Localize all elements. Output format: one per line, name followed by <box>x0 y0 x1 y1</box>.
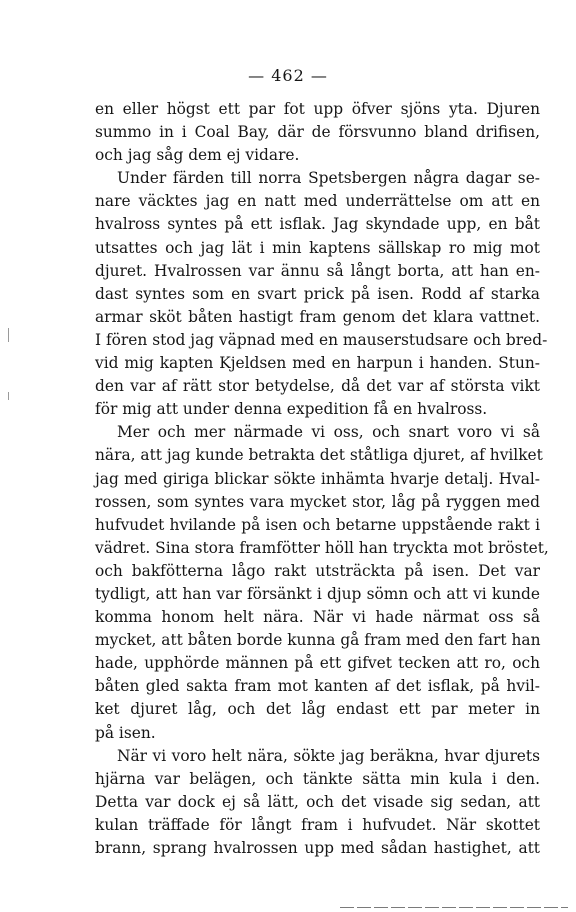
text-line: för mig att under denna expedition få en hvalross. <box>95 400 488 419</box>
text-line: hjärna var belägen, och tänkte sätta min kula i den. <box>95 769 540 788</box>
text-line: hvalross syntes på ett isflak. Jag skyndade upp, en båt <box>95 215 540 234</box>
text-line: mycket, att båten borde kunna gå fram med den fart han <box>95 631 541 650</box>
text-line: Detta var dock ej så lätt, och det visade sig sedan, att <box>95 792 540 811</box>
text-line: jag med giriga blickar sökte inhämta hvarje detalj. Hval- <box>95 469 540 488</box>
text-line: komma honom helt nära. När vi hade närmat oss så <box>95 608 540 627</box>
text-line: en eller högst ett par fot upp öfver sjöns yta. Djuren <box>95 100 540 118</box>
text-line: Mer och mer närmade vi oss, och snart voro vi så <box>117 423 540 442</box>
text-line: på isen. <box>95 723 156 742</box>
text-line: summo in i Coal Bay, där de försvunno bland drifisen, <box>95 123 540 142</box>
text-line: vid mig kapten Kjeldsen med en harpun i handen. Stun- <box>95 354 540 373</box>
text-line: nära, att jag kunde betrakta det ståtliga djuret, af hvilket <box>95 446 543 465</box>
text-line: ket djuret låg, och det låg endast ett par meter in <box>95 700 540 719</box>
text-line: dast syntes som en svart prick på isen. Rodd af starka <box>95 284 540 303</box>
text-line: tydligt, att han var försänkt i djup sömn och att vi kunde <box>95 584 540 603</box>
text-line: Under färden till norra Spetsbergen några dagar se- <box>117 169 540 188</box>
text-line: den var af rätt stor betydelse, då det var af största vikt <box>95 377 540 396</box>
text-line: brann, sprang hvalrossen upp med sådan hastighet, att <box>95 839 540 857</box>
scan-margin-mark <box>8 392 9 400</box>
text-line: armar sköt båten hastigt fram genom det klara vattnet. <box>95 307 540 326</box>
text-line: När vi voro helt nära, sökte jag beräkna, hvar djurets <box>117 746 540 765</box>
text-line: hufvudet hvilande på isen och betarne uppstående rakt i <box>95 515 540 534</box>
text-line: hade, upphörde männen på ett gifvet tecken att ro, och <box>95 654 540 673</box>
text-line: kulan träffade för långt fram i hufvudet. När skottet <box>95 815 540 834</box>
text-line: och bakfötterna lågo rakt utsträckta på isen. Det var <box>95 561 540 580</box>
text-line: vädret. Sina stora framfötter höll han tryckta mot bröstet, <box>95 538 549 557</box>
scan-bottom-rule <box>340 907 568 908</box>
text-line: och jag såg dem ej vidare. <box>95 146 300 165</box>
text-line: rossen, som syntes vara mycket stor, låg på ryggen med <box>95 492 540 511</box>
scan-margin-mark <box>8 328 9 342</box>
text-line: nare väcktes jag en natt med underrättelse om att en <box>95 192 540 211</box>
page-number: — 462 — <box>248 66 328 85</box>
text-line: I fören stod jag väpnad med en mauserstudsare och bred- <box>95 330 548 349</box>
text-line: djuret. Hvalrossen var ännu så långt borta, att han en- <box>95 261 540 280</box>
text-line: utsattes och jag lät i min kaptens sällskap ro mig mot <box>95 238 540 257</box>
body-text <box>95 98 549 860</box>
text-line: båten gled sakta fram mot kanten af det isflak, på hvil- <box>95 677 540 696</box>
